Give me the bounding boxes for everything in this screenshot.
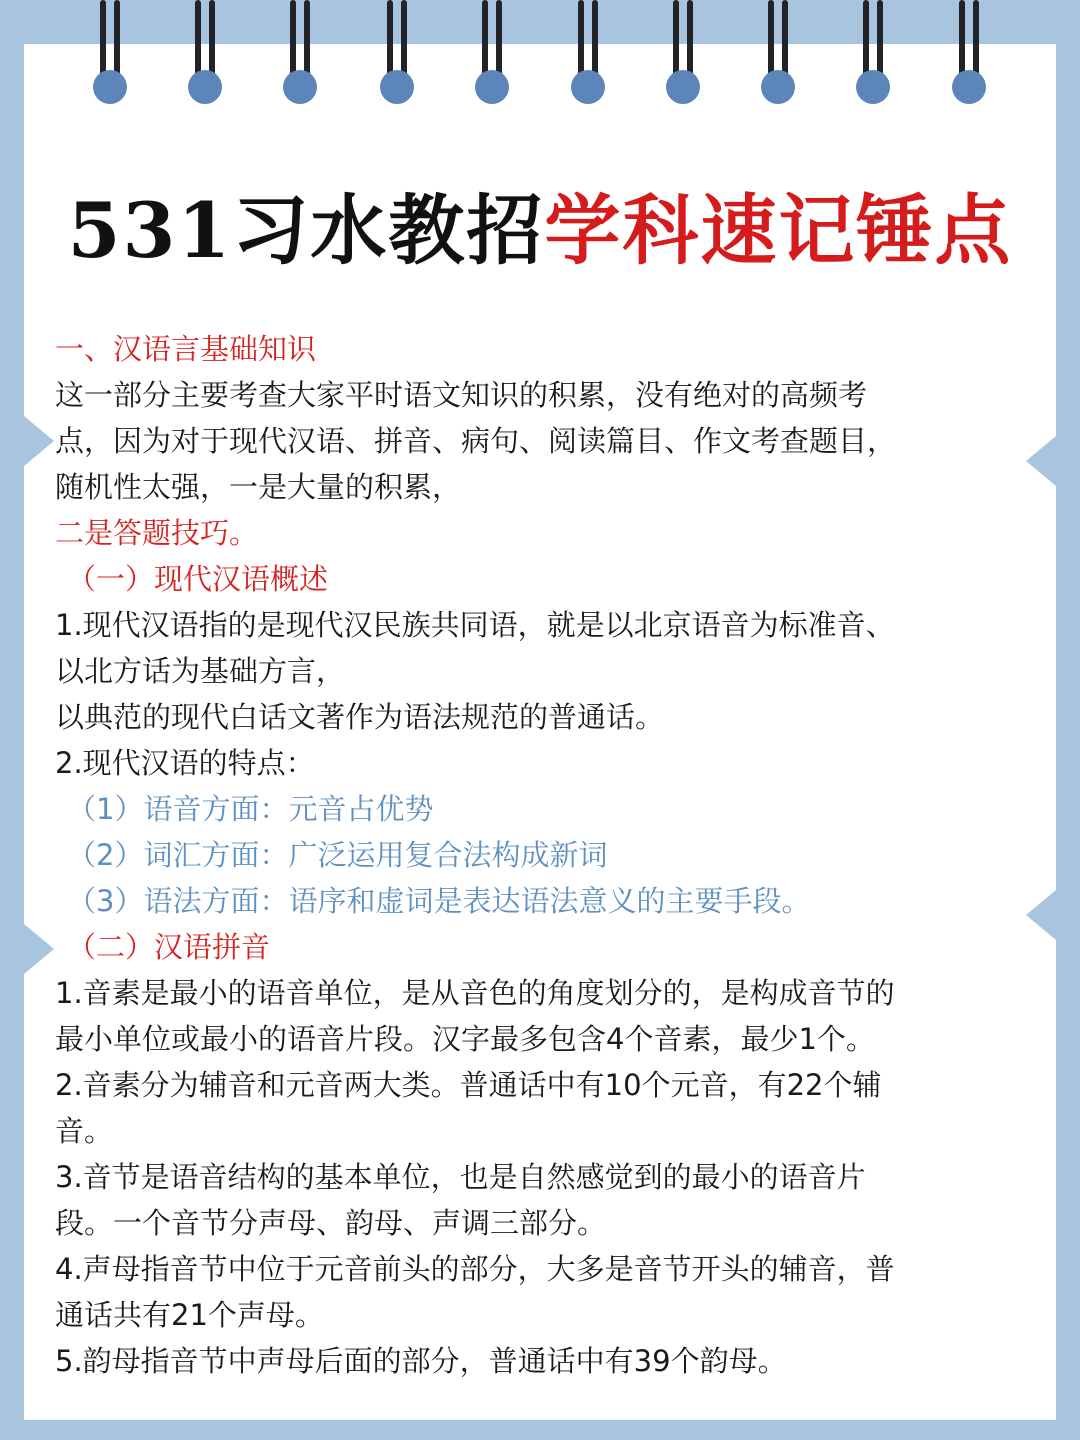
- body-line: 随机性太强，一是大量的积累，: [55, 470, 462, 504]
- feature-item: （1）语音方面：元音占优势: [67, 792, 434, 826]
- section-heading: 一、汉语言基础知识: [55, 332, 317, 366]
- binding-ring: [90, 0, 130, 110]
- subsection-heading: （二）汉语拼音: [67, 930, 271, 964]
- binding-ring: [377, 0, 417, 110]
- title-black-part: 531习水教招: [67, 186, 545, 275]
- highlight-line: 二是答题技巧。: [55, 516, 259, 550]
- page-title: [0, 176, 1080, 286]
- body-line: 最小单位或最小的语音片段。汉字最多包含4个音素，最少1个。: [55, 1022, 875, 1056]
- subsection-heading: （一）现代汉语概述: [67, 562, 329, 596]
- body-line: 音。: [55, 1114, 114, 1148]
- binding-ring: [853, 0, 893, 110]
- body-line: 以典范的现代白话文著作为语法规范的普通话。: [55, 700, 665, 734]
- body-line: 3.音节是语音结构的基本单位，也是自然感觉到的最小的语音片: [55, 1160, 866, 1194]
- body-line: 5.韵母指音节中声母后面的部分，普通话中有39个韵母。: [55, 1344, 787, 1378]
- binding-ring: [185, 0, 225, 110]
- paper-edge-notch: [24, 924, 54, 974]
- binding-ring: [568, 0, 608, 110]
- binding-ring: [949, 0, 989, 110]
- body-line: 2.音素分为辅音和元音两大类。普通话中有10个元音，有22个辅: [55, 1068, 882, 1102]
- binding-ring: [472, 0, 512, 110]
- notes-content: [55, 326, 1045, 1384]
- binding-ring: [758, 0, 798, 110]
- binding-ring: [663, 0, 703, 110]
- feature-item: （3）语法方面：语序和虚词是表达语法意义的主要手段。: [67, 884, 811, 918]
- body-line: 2.现代汉语的特点：: [55, 746, 315, 780]
- body-line: 4.声母指音节中位于元音前头的部分，大多是音节开头的辅音，普: [55, 1252, 895, 1286]
- body-line: 以北方话为基础方言，: [55, 654, 346, 688]
- body-line: 段。一个音节分声母、韵母、声调三部分。: [55, 1206, 607, 1240]
- title-red-part: 学科速记锤点: [544, 186, 1013, 275]
- body-line: 点，因为对于现代汉语、拼音、病句、阅读篇目、作文考查题目，: [55, 424, 897, 458]
- feature-item: （2）词汇方面：广泛运用复合法构成新词: [67, 838, 608, 872]
- body-line: 1.音素是最小的语音单位，是从音色的角度划分的，是构成音节的: [55, 976, 895, 1010]
- body-line: 这一部分主要考查大家平时语文知识的积累，没有绝对的高频考: [55, 378, 868, 412]
- body-line: 通话共有21个声母。: [55, 1298, 324, 1332]
- paper-edge-notch: [24, 416, 54, 466]
- binding-ring: [280, 0, 320, 110]
- body-line: 1.现代汉语指的是现代汉民族共同语，就是以北京语音为标准音、: [55, 608, 895, 642]
